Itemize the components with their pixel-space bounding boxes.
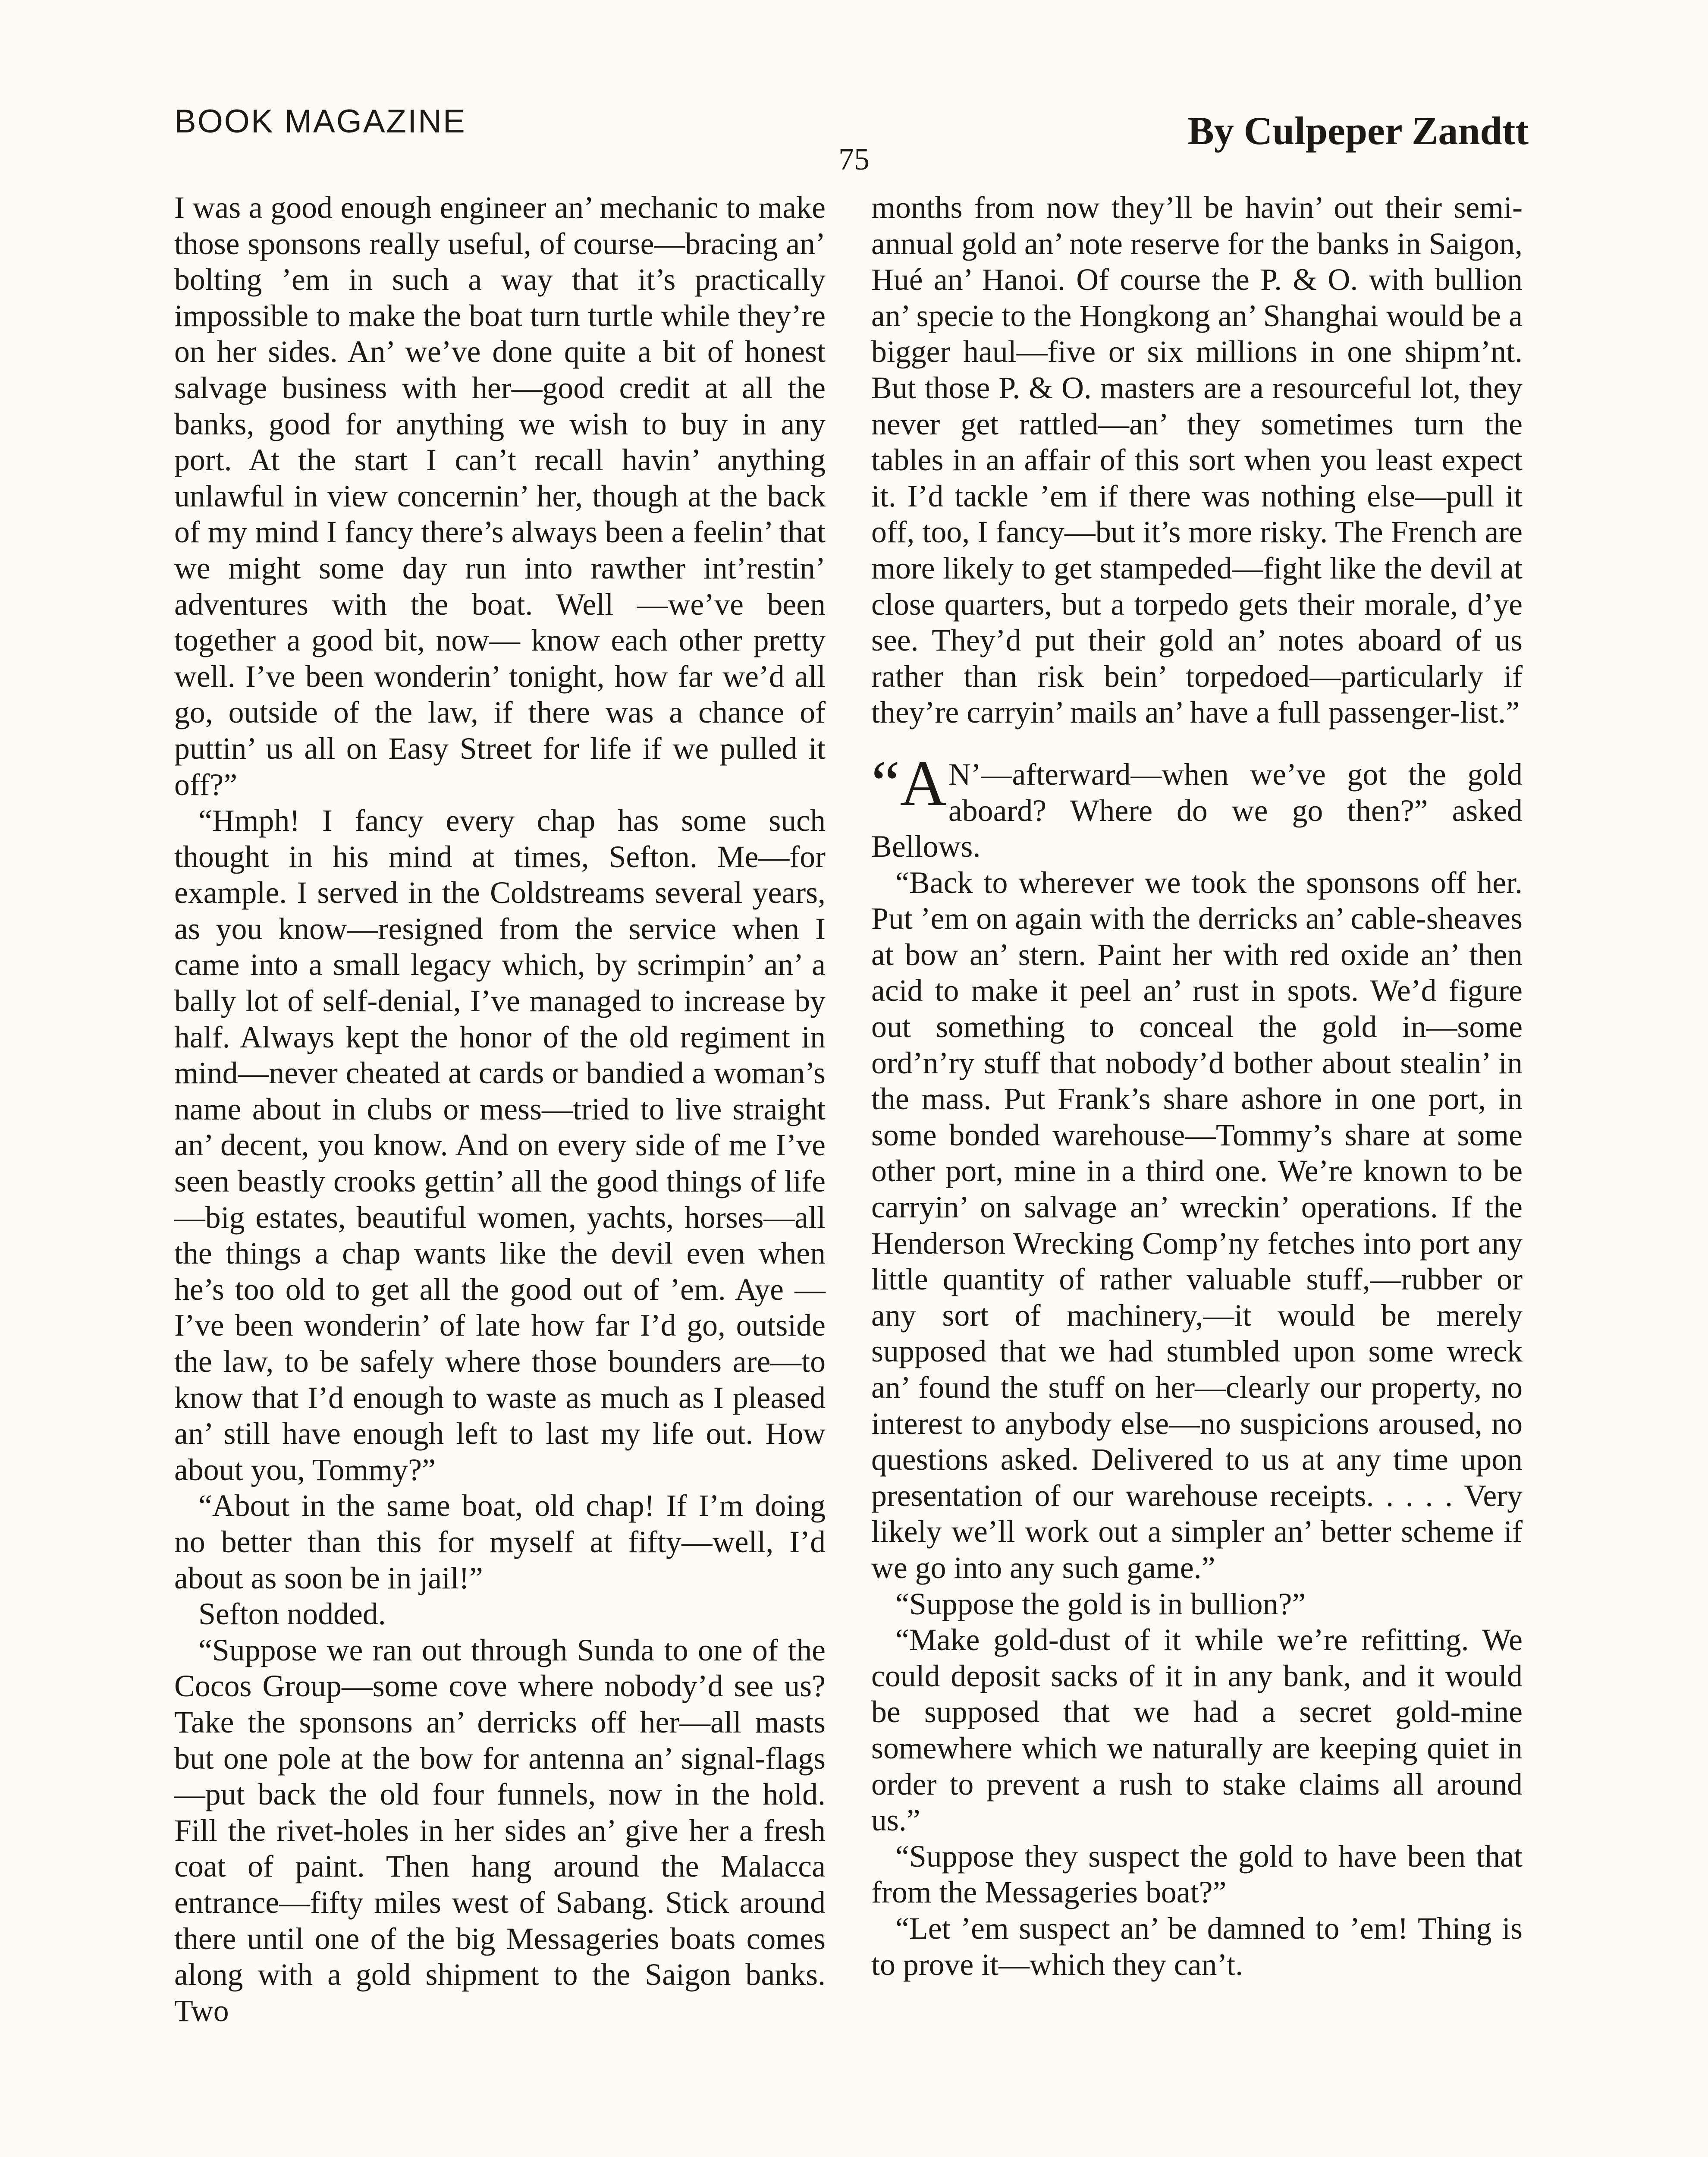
paragraph: “About in the same boat, old chap! If I’m doing no better than this for myself at fifty—well, I’d about as soon be in jail!”	[174, 1488, 826, 1595]
paragraph: “Let ’em suspect an’ be damned to ’em! Thing is to prove it—which they can’t.	[871, 1911, 1523, 1982]
paragraph: “Suppose we ran out through Sunda to one of the Cocos Group—some cove where nobody’d see us? Take the sponsons an’ derricks off her—all masts but one pole at the bow for antenna an’ signal-flags—put back the old four funnels, now in the hold. Fill the rivet-holes in her sides an’ give her a fresh coat of paint. Then hang around the Malacca entrance—fifty miles west of Sabang. Stick around there until one of the big Messageries boats comes along with a gold shipment to the Saigon banks. Two	[174, 1632, 826, 2028]
right-column	[871, 190, 1523, 1983]
dropcap-letter: “A	[871, 747, 947, 819]
paragraph: “Back to wherever we took the sponsons off her. Put ’em on again with the derricks an’ cable-sheaves at bow an’ stern. Paint her with red oxide an’ then acid to make it peel an’ rust in spots. We’d figure out something to conceal the gold in—some ord’n’ry stuff that nobody’d bother about stealin’ in the mass. Put Frank’s share ashore in one port, in some bonded warehouse—Tommy’s share at some other port, mine in a third one. We’re known to be carryin’ on salvage an’ wreckin’ operations. If the Henderson Wrecking Comp’ny fetches into port any little quantity of rather valuable stuff,—rubber or any sort of machinery,—it would be merely supposed that we had stumbled upon some wreck an’ found the stuff on her—clearly our property, no interest to anybody else—no suspicions aroused, no questions asked. Delivered to us at any time upon presentation of our warehouse receipts. . . . . Very likely we’ll work out a simpler an’ better scheme if we go into any such game.”	[871, 865, 1523, 1585]
paragraph: I was a good enough engineer an’ mechanic to make those sponsons really useful, of course—bracing an’ bolting ’em in such a way that it’s practically impossible to make the boat turn turtle while they’re on her sides. An’ we’ve done quite a bit of honest salvage business with her—good credit at all the banks, good for anything we wish to buy in any port. At the start I can’t recall havin’ anything unlawful in view concernin’ her, though at the back of my mind I fancy there’s always been a feelin’ that we might some day run into rawther int’restin’ adventures with the boat. Well —we’ve been together a good bit, now— know each other pretty well. I’ve been wonderin’ tonight, how far we’d all go, outside of the law, if there was a chance of puttin’ us all on Easy Street for life if we pulled it off?”	[174, 190, 826, 802]
paragraph: Sefton nodded.	[198, 1597, 386, 1632]
paragraph: months from now they’ll be havin’ out their semi-annual gold an’ note reserve for the banks in Saigon, Hué an’ Hanoi. Of course the P. & O. with bullion an’ specie to the Hongkong an’ Shanghai would be a bigger haul—five or six millions in one shipm’nt. But those P. & O. masters are a resourceful lot, they never get rattled—an’ they sometimes turn the tables in an affair of this sort when you least expect it. I’d tackle ’em if there was nothing else—pull it off, too, I fancy—but it’s more risky. The French are more likely to get stampeded—fight like the devil at close quarters, but a torpedo gets their morale, d’ye see. They’d put their gold an’ notes aboard of us rather than risk bein’ torpedoed—particularly if they’re carryin’ mails an’ have a full passenger-list.”	[871, 190, 1523, 730]
left-column	[174, 190, 826, 2029]
paragraph: “Make gold-dust of it while we’re refitting. We could deposit sacks of it in any bank, and it would be supposed that we had a secret gold-mine somewhere which we naturally are keeping quiet in order to prevent a rush to stake claims all around us.”	[871, 1622, 1523, 1838]
dropcap-paragraph	[871, 747, 1523, 865]
page-number: 75	[838, 142, 870, 176]
paragraph: “Suppose the gold is in bullion?”	[895, 1586, 1306, 1621]
paragraph-text: N’—afterward—when we’ve got the gold aboard? Where do we go then?” asked Bellows.	[871, 757, 1523, 864]
paragraph: “Suppose they suspect the gold to have been that from the Messageries boat?”	[871, 1839, 1523, 1910]
paragraph: “Hmph! I fancy every chap has some such thought in his mind at times, Sefton. Me—for example. I served in the Coldstreams several years, as you know—resigned from the service when I came into a small legacy which, by scrimpin’ an’ a bally lot of self-denial, I’ve managed to increase by half. Always kept the honor of the old regiment in mind—never cheated at cards or bandied a woman’s name about in clubs or mess—tried to live straight an’ decent, you know. And on every side of me I’ve seen beastly crooks gettin’ all the good things of life—big estates, beautiful women, yachts, horses—all the things a chap wants like the devil even when he’s too old to get all the good out of ’em. Aye —I’ve been wonderin’ of late how far I’d go, outside the law, to be safely where those bounders are—to know that I’d enough to waste as much as I pleased an’ still have enough left to last my life out. How about you, Tommy?”	[174, 803, 826, 1487]
magazine-title: BOOK MAGAZINE	[174, 103, 466, 140]
author-byline: By Culpeper Zandtt	[1187, 109, 1529, 153]
